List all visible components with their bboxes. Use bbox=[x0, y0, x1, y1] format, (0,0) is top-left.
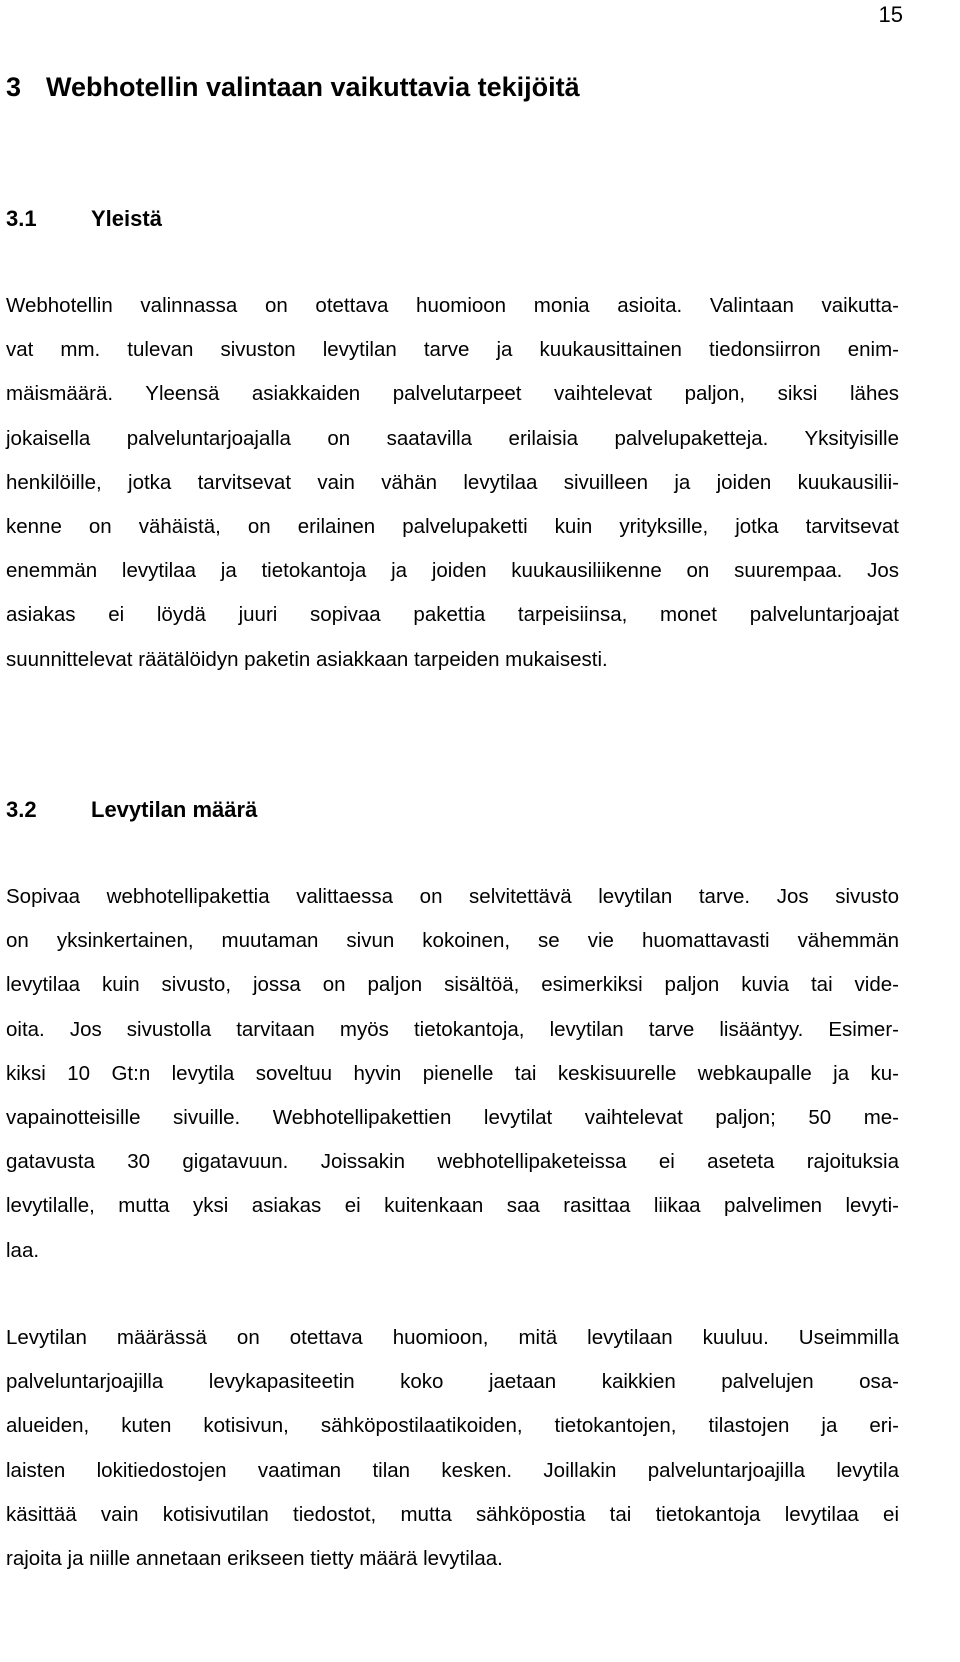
section-title: Yleistä bbox=[91, 206, 162, 231]
text-line: asiakas ei löydä juuri sopivaa pakettia tarpeisiinsa, monet palveluntarjoajat bbox=[6, 603, 899, 627]
text-line: kenne on vähäistä, on erilainen palvelupaketti kuin yrityksille, jotka tarvitsevat bbox=[6, 514, 899, 538]
text-line: levytilaa kuin sivusto, jossa on paljon sisältöä, esimerkiksi paljon kuvia tai vide- bbox=[6, 973, 899, 997]
text-line: Webhotellin valinnassa on otettava huomioon monia asioita. Valintaan vaikutta- bbox=[6, 294, 899, 317]
text-line: laa. bbox=[6, 1238, 40, 1262]
text-line: laisten lokitiedostojen vaatiman tilan kesken. Joillakin palveluntarjoajilla levytila bbox=[6, 1458, 899, 1482]
text-line: suunnittelevat räätälöidyn paketin asiakkaan tarpeiden mukaisesti. bbox=[6, 647, 608, 671]
section-number: 3.1 bbox=[6, 206, 37, 231]
chapter-title: Webhotellin valintaan vaikuttavia tekijöitä bbox=[46, 72, 580, 102]
text-line: jokaisella palveluntarjoajalla on saatavilla erilaisia palvelupaketteja. Yksityisille bbox=[6, 426, 899, 450]
section-heading-levytilan-maara bbox=[6, 797, 257, 823]
section-heading-yleista bbox=[6, 206, 162, 232]
text-line: vapainotteisille sivuille. Webhotellipakettien levytilat vaihtelevat paljon; 50 me- bbox=[6, 1105, 899, 1129]
text-line: käsittää vain kotisivutilan tiedostot, mutta sähköpostia tai tietokantoja levytilaa ei bbox=[6, 1502, 899, 1526]
text-line: Levytilan määrässä on otettava huomioon, mitä levytilaan kuuluu. Useimmilla bbox=[6, 1326, 899, 1349]
paragraph-yleista bbox=[6, 284, 899, 682]
paragraph-levytilan-tarve bbox=[6, 875, 899, 1273]
text-line: rajoita ja niille annetaan erikseen tietty määrä levytilaa. bbox=[6, 1546, 503, 1570]
text-line: levytilalle, mutta yksi asiakas ei kuitenkaan saa rasittaa liikaa palvelimen levyti- bbox=[6, 1194, 899, 1218]
text-line: Sopivaa webhotellipakettia valittaessa on selvitettävä levytilan tarve. Jos sivusto bbox=[6, 885, 899, 908]
text-line: henkilöille, jotka tarvitsevat vain vähän levytilaa sivuilleen ja joiden kuukausilii- bbox=[6, 470, 899, 494]
text-line: vat mm. tulevan sivuston levytilan tarve ja kuukausittainen tiedonsiirron enim- bbox=[6, 338, 899, 362]
text-line: mäismäärä. Yleensä asiakkaiden palvelutarpeet vaihtelevat paljon, siksi lähes bbox=[6, 382, 899, 406]
text-line: on yksinkertainen, muutaman sivun kokoinen, se vie huomattavasti vähemmän bbox=[6, 929, 899, 953]
text-line: enemmän levytilaa ja tietokantoja ja joiden kuukausiliikenne on suurempaa. Jos bbox=[6, 559, 899, 583]
text-line: kiksi 10 Gt:n levytila soveltuu hyvin pienelle tai keskisuurelle webkaupalle ja ku- bbox=[6, 1061, 899, 1085]
text-line: gatavusta 30 gigatavuun. Joissakin webhotellipaketeissa ei aseteta rajoituksia bbox=[6, 1150, 899, 1174]
page-number: 15 bbox=[878, 2, 903, 27]
chapter-heading bbox=[6, 72, 580, 103]
paragraph-levytilan-sisalto bbox=[6, 1316, 899, 1581]
text-line: alueiden, kuten kotisivun, sähköpostilaatikoiden, tietokantojen, tilastojen ja eri- bbox=[6, 1414, 899, 1438]
chapter-number: 3 bbox=[6, 72, 22, 102]
section-title: Levytilan määrä bbox=[91, 797, 258, 822]
text-line: palveluntarjoajilla levykapasiteetin koko jaetaan kaikkien palvelujen osa- bbox=[6, 1370, 899, 1394]
section-number: 3.2 bbox=[6, 797, 37, 822]
text-line: oita. Jos sivustolla tarvitaan myös tietokantoja, levytilan tarve lisääntyy. Esimer- bbox=[6, 1017, 899, 1041]
